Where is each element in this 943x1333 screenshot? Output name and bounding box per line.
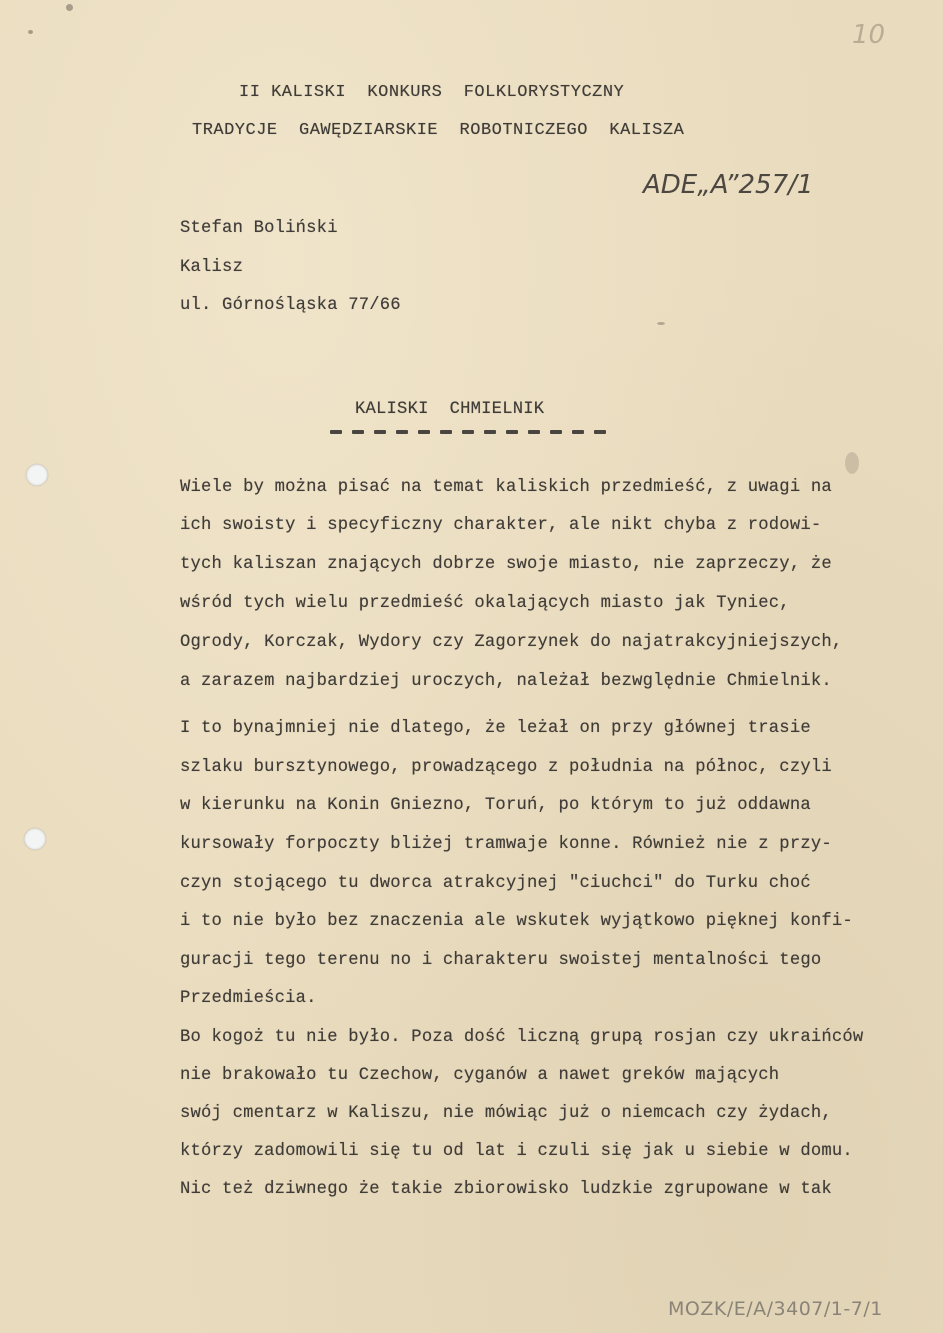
body-line: nie brakowało tu Czechow, cyganów a nawet greków mających — [180, 1066, 780, 1085]
body-line: kursowały forpoczty bliżej tramwaje konne. Również nie z przy- — [180, 835, 832, 854]
body-line: I to bynajmniej nie dlatego, że leżał on przy głównej trasie — [180, 719, 811, 738]
paper-stain — [28, 30, 33, 34]
underline-dash — [506, 430, 518, 434]
contest-title: II KALISKI KONKURS FOLKLORYSTYCZNY — [239, 83, 625, 102]
body-line: którzy zadomowili się tu od lat i czuli się jak u siebie w domu. — [180, 1142, 853, 1161]
body-line: Wiele by można pisać na temat kaliskich przedmieść, z uwagi na — [180, 478, 832, 497]
contest-subtitle: TRADYCJE GAWĘDZIARSKIE ROBOTNICZEGO KALISZA — [192, 121, 685, 140]
body-line: Bo kogoż tu nie było. Poza dość liczną grupą rosjan czy ukraińców — [180, 1028, 864, 1047]
underline-dash — [550, 430, 562, 434]
body-line: swój cmentarz w Kaliszu, nie mówiąc już o niemcach czy żydach, — [180, 1104, 832, 1123]
punch-hole-bottom — [24, 828, 46, 850]
author-name: Stefan Boliński — [180, 219, 338, 238]
archive-reference: MOZK/E/A/3407/1-7/1 — [668, 1298, 883, 1320]
punch-hole-top — [26, 464, 48, 486]
body-line: Przedmieścia. — [180, 989, 317, 1008]
author-city: Kalisz — [180, 258, 244, 277]
body-line: a zarazem najbardziej uroczych, należał bezwględnie Chmielnik. — [180, 672, 832, 691]
underline-dash — [462, 430, 474, 434]
paper-stain — [845, 452, 859, 474]
underline-dash — [396, 430, 408, 434]
underline-dash — [330, 430, 342, 434]
body-line: czyn stojącego tu dworca atrakcyjnej "ciuchci" do Turku choć — [180, 874, 811, 893]
body-line: wśród tych wielu przedmieść okalających miasto jak Tyniec, — [180, 594, 790, 613]
underline-dash — [528, 430, 540, 434]
body-line: i to nie było bez znaczenia ale wskutek wyjątkowo pięknej konfi- — [180, 912, 853, 931]
body-line: guracji tego terenu no i charakteru swoistej mentalności tego — [180, 951, 822, 970]
archive-signature: ADE„A”257/1 — [643, 170, 814, 200]
body-line: ich swoisty i specyficzny charakter, ale nikt chyba z rodowi- — [180, 516, 822, 535]
body-line: tych kaliszan znających dobrze swoje miasto, nie zaprzeczy, że — [180, 555, 832, 574]
underline-dash — [352, 430, 364, 434]
body-line: Nic też dziwnego że takie zbiorowisko ludzkie zgrupowane w tak — [180, 1180, 832, 1199]
body-line: w kierunku na Konin Gniezno, Toruń, po którym to już oddawna — [180, 796, 811, 815]
underline-dash — [440, 430, 452, 434]
title-underline — [330, 430, 606, 434]
body-line: Ogrody, Korczak, Wydory czy Zagorzynek do najatrakcyjniejszych, — [180, 633, 843, 652]
underline-dash — [418, 430, 430, 434]
story-title: KALISKI CHMIELNIK — [355, 400, 545, 419]
paper-stain — [657, 322, 665, 325]
paper-stain — [66, 4, 73, 11]
underline-dash — [374, 430, 386, 434]
underline-dash — [594, 430, 606, 434]
underline-dash — [484, 430, 496, 434]
page-number: 10 — [852, 20, 886, 50]
underline-dash — [572, 430, 584, 434]
body-line: szlaku bursztynowego, prowadzącego z południa na północ, czyli — [180, 758, 832, 777]
author-address: ul. Górnośląska 77/66 — [180, 296, 401, 315]
